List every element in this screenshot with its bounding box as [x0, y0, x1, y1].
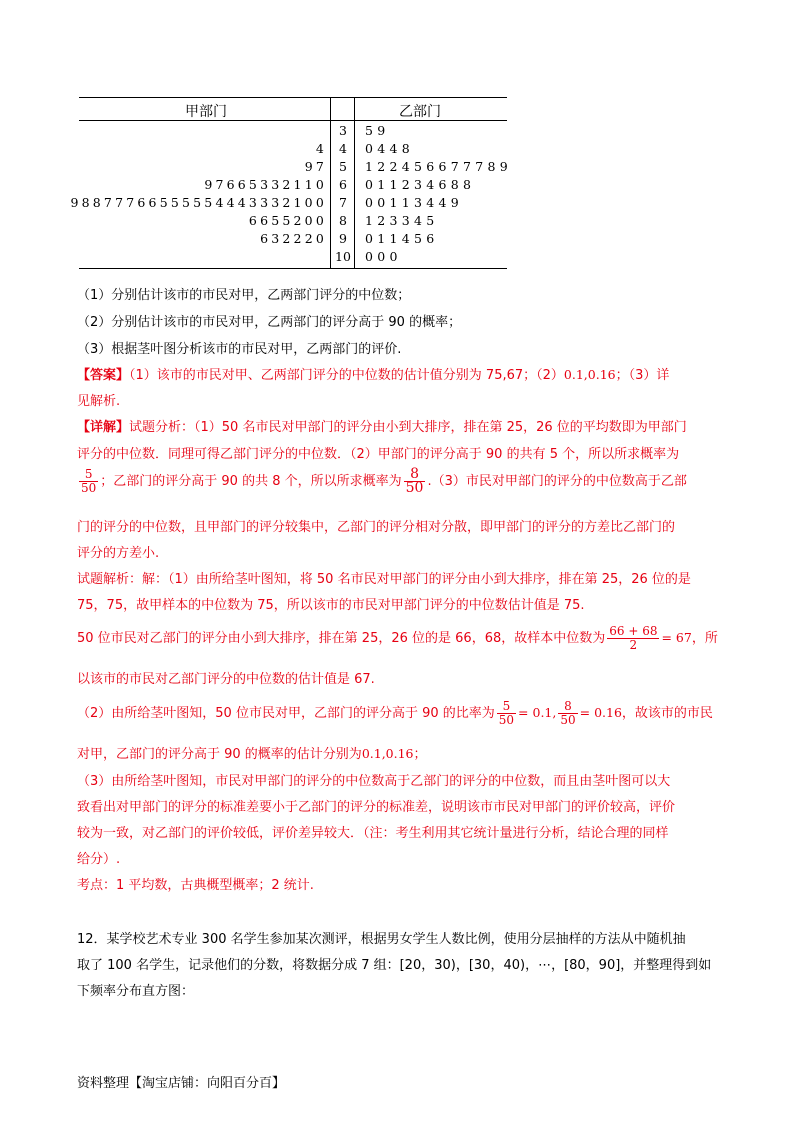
fraction-numerator: 8: [404, 468, 426, 482]
solution-line-3: [77, 625, 718, 652]
right-leaves: 000: [365, 249, 402, 264]
stem: 8: [339, 213, 347, 228]
fraction-denominator: 2: [629, 638, 638, 652]
solution-line-2: 75，75，故甲样本的中位数为 75，所以该市的市民对甲部门评分的中位数估计值是 75.: [77, 598, 585, 613]
table-row: [77, 177, 507, 193]
fraction-numerator: 8: [558, 700, 577, 714]
right-leaves: 59: [365, 123, 390, 138]
answer-line-1: [77, 364, 669, 383]
fraction-numerator: 66 + 68: [609, 624, 658, 638]
solution-text: ；: [413, 747, 427, 762]
fraction-denominator: 50: [81, 481, 97, 495]
fraction-8-50: [558, 700, 577, 727]
problem-12-line-2: 取了 100 名学生，记录他们的分数，将数据分成 7 组：[20，30)，[30，40)，⋯，[80，90]，并整理得到如: [77, 958, 712, 973]
table-row: [77, 231, 507, 247]
right-leaves: 0448: [365, 141, 415, 156]
fraction-median: [607, 625, 659, 652]
detail-line-3: [77, 468, 687, 495]
answer-text-tail: ；（3）详: [615, 368, 670, 383]
table-row: [70, 195, 507, 211]
solution-line-4: 以该市的市民对乙部门评分的中位数的估计值是 67.: [77, 672, 375, 687]
answer-line-2: 见解析.: [77, 394, 121, 409]
left-leaves: 4: [315, 141, 327, 156]
solution-line-9: 较为一致，对乙部门的评价较低，评价差异较大．（注：考生利用其它统计量进行分析，结论合理的同样: [77, 826, 669, 841]
table-header-rule: [79, 120, 507, 121]
detail-text: 试题分析：（1）50 名市民对甲部门的评分由小到大排序，排在第 25，26 位的平均数即为甲部门: [129, 420, 687, 435]
solution-line-1: 试题解析：解：（1）由所给茎叶图知，将 50 名市民对甲部门的评分由小到大排序，排在第 25，26 位的是: [77, 572, 691, 587]
right-leaves: 011234688: [365, 177, 476, 192]
stem: 3: [339, 123, 347, 138]
fraction-result: = 67: [661, 630, 692, 645]
right-leaves: 00113449: [365, 195, 464, 210]
left-leaves: 97: [304, 159, 327, 174]
solution-text: 50 位市民对乙部门的评分由小到大排序，排在第 25，26 位的是 66，68，故样本中位数为: [77, 631, 606, 646]
detail-label: 【详解】: [77, 420, 130, 435]
fraction-result: = 0.1,: [518, 705, 557, 720]
table-bottom-rule: [79, 268, 507, 269]
fraction-5-50: [79, 468, 98, 495]
table-top-rule: [79, 97, 507, 98]
problem-12-line-3: 下频率分布直方图：: [77, 984, 195, 999]
right-leaves: 011456: [365, 231, 439, 246]
table-row: [77, 159, 513, 175]
detail-line-1: [77, 416, 687, 435]
detail-line-5: 评分的方差小.: [77, 546, 160, 561]
left-leaves: 98877766555554443332100: [70, 195, 327, 210]
problem-12-line-1: 12．某学校艺术专业 300 名学生参加某次测评，根据男女学生人数比例，使用分层抽样的方法从中随机抽: [77, 932, 686, 947]
right-header: 乙部门: [399, 104, 441, 120]
answer-label: 【答案】: [77, 368, 130, 383]
left-leaves: 97665332110: [204, 177, 327, 192]
table-row: [77, 213, 507, 229]
solution-text: （2）由所给茎叶图知，50 位市民对甲，乙部门的评分高于 90 的比率为: [77, 706, 495, 721]
solution-line-6: [77, 743, 427, 762]
fraction-numerator: 5: [497, 700, 516, 714]
solution-line-8: 致看出对甲部门的评分的标准差要小于乙部门的评分的标准差，说明该市市民对甲部门的评价较高，评价: [77, 800, 676, 815]
stem-leaf-plot: [70, 97, 513, 269]
detail-line-4: 门的评分的中位数，且甲部门的评分较集中，乙部门的评分相对分散，即甲部门的评分的方差比乙部门的: [77, 520, 676, 535]
answer-math: 0.1,0.16: [563, 367, 616, 382]
stem: 6: [339, 177, 347, 192]
left-header: 甲部门: [185, 104, 227, 120]
fraction-result: = 0.16: [579, 705, 622, 720]
solution-text: ，故该市的市民: [621, 706, 713, 721]
table-row: [77, 141, 507, 157]
left-leaves: 6655200: [248, 213, 327, 228]
detail-line-2: 评分的中位数．同理可得乙部门评分的中位数．（2）甲部门的评分高于 90 的共有 5 个，所以所求概率为: [77, 447, 680, 462]
kaodian: 考点：1 平均数，古典概型概率；2 统计.: [77, 878, 314, 893]
detail-text: ；乙部门的评分高于 90 的共 8 个，所以所求概率为: [100, 474, 402, 489]
footer: 资料整理【淘宝店铺：向阳百分百】: [77, 1076, 286, 1091]
right-leaves: 122456677789: [365, 159, 513, 174]
answer-text: （1）该市的市民对甲、乙两部门评分的中位数的估计值分别为 75,67；（2）: [129, 368, 564, 383]
solution-line-10: 给分）.: [77, 852, 121, 867]
fraction-5-50: [497, 700, 516, 727]
stem: 7: [339, 195, 347, 210]
stem: 9: [339, 231, 347, 246]
solution-line-5: [77, 700, 713, 727]
fraction-denominator: 50: [560, 713, 576, 727]
table-row: [77, 249, 507, 265]
stem: 4: [339, 141, 347, 156]
fraction-denominator: 50: [405, 480, 424, 496]
solution-line-7: （3）由所给茎叶图知，市民对甲部门的评分的中位数高于乙部门的评分的中位数，而且由茎叶图可以大: [77, 774, 671, 789]
stem: 10: [335, 249, 351, 264]
fraction-8-50: [404, 468, 426, 495]
question-1: （1）分别估计该市的市民对甲，乙两部门评分的中位数；: [77, 288, 411, 303]
fraction-denominator: 50: [498, 713, 515, 727]
solution-math: 0.1,0.16: [361, 746, 414, 761]
solution-text: ，所: [691, 631, 718, 646]
question-2: （2）分别估计该市的市民对甲，乙两部门的评分高于 90 的概率；: [77, 315, 462, 330]
right-leaves: 123345: [365, 213, 439, 228]
question-3: （3）根据茎叶图分析该市的市民对甲，乙两部门的评价.: [77, 342, 402, 357]
solution-text: 对甲，乙部门的评分高于 90 的概率的估计分别为: [77, 747, 362, 762]
stem: 5: [339, 159, 347, 174]
table-row: [77, 123, 507, 139]
detail-text: .（3）市民对甲部门的评分的中位数高于乙部: [427, 474, 687, 489]
fraction-numerator: 5: [79, 468, 98, 482]
left-leaves: 632220: [260, 231, 327, 246]
